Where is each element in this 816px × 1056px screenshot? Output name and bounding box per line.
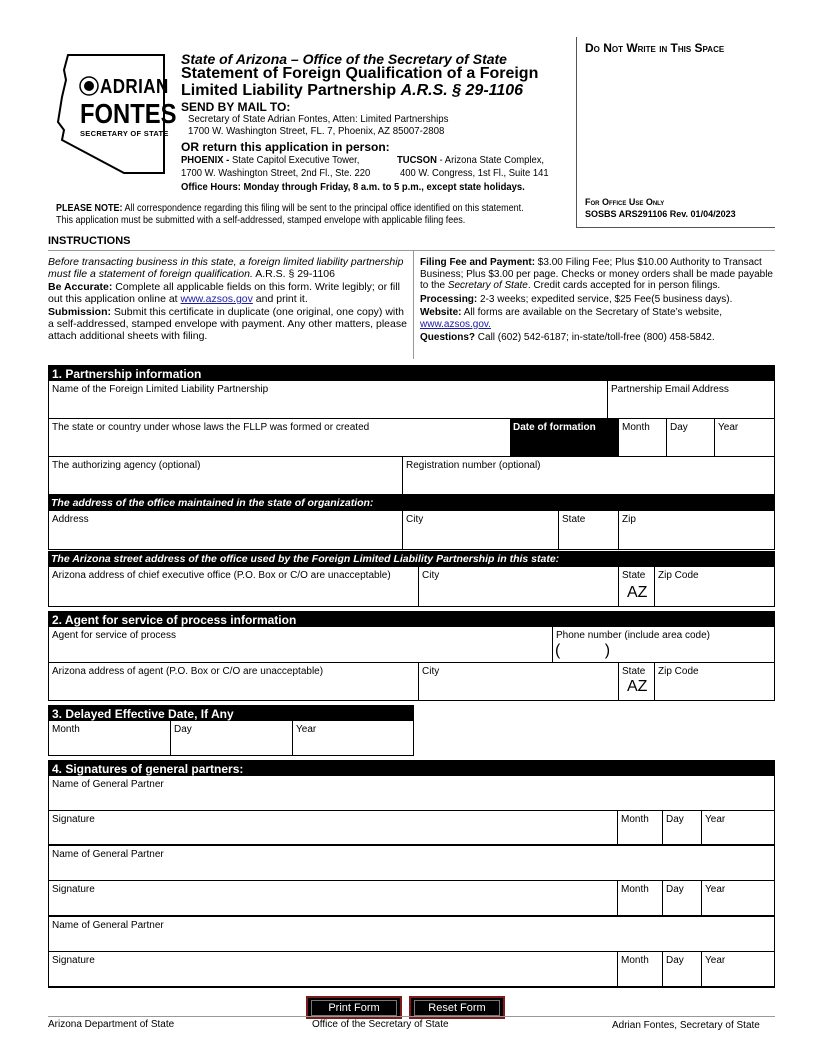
formation-state-label: The state or country under whose laws the FLLP was formed or created xyxy=(52,422,370,433)
do-not-write-label: Do Not Write in This Space xyxy=(585,41,725,55)
agent-city-field[interactable] xyxy=(418,663,618,701)
please-note-label: PLEASE NOTE: xyxy=(56,203,123,214)
partnership-email-field[interactable] xyxy=(607,381,775,419)
phoenix-line2: 1700 W. Washington Street, 2nd Fl., Ste. 220 xyxy=(181,167,371,179)
agent-city-label: City xyxy=(422,666,440,677)
org-address-label: Address xyxy=(52,514,89,525)
tucson-text: - Arizona State Complex, xyxy=(439,154,545,166)
office-use-box xyxy=(576,37,775,228)
formation-day-field[interactable] xyxy=(666,419,714,457)
agent-state-label: State xyxy=(622,666,646,677)
footer-left: Arizona Department of State xyxy=(48,1019,175,1030)
agent-address-field[interactable] xyxy=(48,663,418,701)
submission-text: Submit this certificate in duplicate (one original, one copy) with a self-addressed, stamped envelope with payment. Any other matters, please attach additional sheets with filing. xyxy=(48,306,407,342)
az-office-city-field[interactable] xyxy=(418,567,618,607)
section1-header: 1. Partnership information xyxy=(48,365,775,381)
logo-line2: FONTES xyxy=(80,98,177,129)
partner2-month-label: Month xyxy=(621,884,649,895)
partner2-month-field[interactable] xyxy=(617,881,662,917)
instructions-col-divider xyxy=(413,251,414,359)
processing-paragraph xyxy=(420,294,775,306)
formation-state-field[interactable] xyxy=(48,419,510,457)
processing-label: Processing: xyxy=(420,293,478,305)
org-city-label: City xyxy=(406,514,424,525)
partner2-year-field[interactable] xyxy=(701,881,775,917)
org-zip-label: Zip xyxy=(622,514,636,525)
website-link[interactable]: www.azsos.gov. xyxy=(420,318,491,330)
section2-header: 2. Agent for service of process information xyxy=(48,611,775,627)
accurate-tail: and print it. xyxy=(252,293,308,305)
partnership-name-field[interactable] xyxy=(48,381,607,419)
fee-tail: . Credit cards accepted for in person filings. xyxy=(527,280,721,291)
partner1-day-label: Day xyxy=(666,814,684,825)
tucson-address xyxy=(397,154,544,166)
partner3-day-label: Day xyxy=(666,955,684,966)
partner3-name-field[interactable] xyxy=(48,917,775,952)
instructions-right xyxy=(420,257,775,344)
formation-year-label: Year xyxy=(718,422,739,433)
agent-state-value: AZ xyxy=(627,678,648,695)
fee-paragraph xyxy=(420,257,775,292)
az-office-state-value: AZ xyxy=(627,584,648,601)
az-office-city-label: City xyxy=(422,570,440,581)
instructions-divider-top xyxy=(48,250,775,251)
partner2-name-label: Name of General Partner xyxy=(52,849,164,860)
partnership-name-label: Name of the Foreign Limited Liability Partnership xyxy=(52,384,269,395)
partner2-signature-field[interactable] xyxy=(48,881,617,917)
partner1-year-field[interactable] xyxy=(701,811,775,846)
partner3-year-field[interactable] xyxy=(701,952,775,988)
partner2-year-label: Year xyxy=(705,884,726,895)
azsos-link[interactable]: www.azsos.gov xyxy=(180,293,253,305)
partner2-name-field[interactable] xyxy=(48,846,775,881)
partner3-month-label: Month xyxy=(621,955,649,966)
section4-header: 4. Signatures of general partners: xyxy=(48,760,775,776)
delayed-month-field[interactable] xyxy=(48,721,170,756)
footer-right: Adrian Fontes, Secretary of State xyxy=(612,1020,760,1031)
az-office-address-field[interactable] xyxy=(48,567,418,607)
send-by-mail-label: SEND BY MAIL TO: xyxy=(181,100,291,114)
please-note-text: All correspondence regarding this filing will be sent to the principal office identified on this statement. xyxy=(124,203,524,214)
instructions-heading: INSTRUCTIONS xyxy=(48,235,131,247)
delayed-year-field[interactable] xyxy=(292,721,414,756)
submission-label: Submission: xyxy=(48,306,112,318)
partner1-month-field[interactable] xyxy=(617,811,662,846)
reset-form-label: Reset Form xyxy=(414,1000,500,1016)
print-form-label: Print Form xyxy=(311,1000,397,1016)
org-state-field[interactable] xyxy=(558,511,618,550)
fee-label: Filing Fee and Payment: xyxy=(420,257,536,268)
fee-italic: Secretary of State xyxy=(447,280,528,291)
intro-paragraph xyxy=(48,256,411,280)
fee-text: $3.00 Filing Fee; Plus $10.00 Authority to Transact Business; Plus $3.00 per page. Checks or money orders shall be made payable to the xyxy=(420,257,773,291)
org-city-field[interactable] xyxy=(402,511,558,550)
footer-divider xyxy=(48,1016,775,1017)
partner3-year-label: Year xyxy=(705,955,726,966)
authorizing-agency-field[interactable] xyxy=(48,457,402,495)
agent-zip-field[interactable] xyxy=(654,663,775,701)
partnership-email-label: Partnership Email Address xyxy=(611,384,729,395)
partner1-day-field[interactable] xyxy=(662,811,701,846)
section3-header: 3. Delayed Effective Date, If Any xyxy=(48,705,414,721)
delayed-month-label: Month xyxy=(52,724,80,735)
tucson-label: TUCSON xyxy=(397,154,437,166)
partner3-day-field[interactable] xyxy=(662,952,701,988)
website-paragraph xyxy=(420,307,775,330)
date-of-formation-label-cell xyxy=(510,419,618,457)
partner3-name-label: Name of General Partner xyxy=(52,920,164,931)
website-label: Website: xyxy=(420,307,462,318)
questions-paragraph xyxy=(420,332,775,344)
agent-phone-label: Phone number (include area code) xyxy=(556,630,710,641)
az-office-address-label: Arizona address of chief executive office (P.O. Box or C/O are unacceptable) xyxy=(52,570,391,581)
office-hours: Office Hours: Monday through Friday, 8 a.m. to 5 p.m., except state holidays. xyxy=(181,181,525,193)
partner1-name-field[interactable] xyxy=(48,776,775,811)
az-office-zip-label: Zip Code xyxy=(658,570,699,581)
form-title-line1: Statement of Foreign Qualification of a Foreign xyxy=(181,65,539,82)
partner2-signature-label: Signature xyxy=(52,884,95,895)
partner3-month-field[interactable] xyxy=(617,952,662,988)
logo-line1: ADRIAN xyxy=(100,76,169,98)
logo-line3: SECRETARY OF STATE xyxy=(80,129,169,138)
return-in-person-label: OR return this application in person: xyxy=(181,140,390,154)
tucson-line2: 400 W. Congress, 1st Fl., Suite 141 xyxy=(400,167,549,179)
agent-address-label: Arizona address of agent (P.O. Box or C/O are unacceptable) xyxy=(52,666,324,677)
org-zip-field[interactable] xyxy=(618,511,775,550)
phoenix-address xyxy=(181,154,359,166)
authorizing-agency-label: The authorizing agency (optional) xyxy=(52,460,201,471)
formation-month-label: Month xyxy=(622,422,650,433)
agent-name-label: Agent for service of process xyxy=(52,630,176,641)
mail-line1: Secretary of State Adrian Fontes, Atten: Limited Partnerships xyxy=(188,113,449,125)
delayed-day-field[interactable] xyxy=(170,721,292,756)
accurate-label: Be Accurate: xyxy=(48,281,113,293)
partner1-name-label: Name of General Partner xyxy=(52,779,164,790)
website-text: All forms are available on the Secretary of State’s website, xyxy=(461,307,723,318)
accurate-text: Complete all applicable fields on this form. Write legibly; or fill out this application online at xyxy=(48,281,400,305)
please-note xyxy=(56,203,524,214)
partner1-signature-field[interactable] xyxy=(48,811,617,846)
partner1-year-label: Year xyxy=(705,814,726,825)
processing-text: 2-3 weeks; expedited service, $25 Fee(5 business days). xyxy=(477,293,733,305)
delayed-day-label: Day xyxy=(174,724,192,735)
title-line2-text: Limited Liability Partnership xyxy=(181,82,397,99)
arizona-logo xyxy=(54,52,177,177)
partner2-day-label: Day xyxy=(666,884,684,895)
form-id: SOSBS ARS291106 Rev. 01/04/2023 xyxy=(585,209,736,219)
accurate-paragraph xyxy=(48,281,411,305)
partner2-day-field[interactable] xyxy=(662,881,701,917)
org-office-subheader: The address of the office maintained in the state of organization: xyxy=(48,495,775,511)
partner1-month-label: Month xyxy=(621,814,649,825)
registration-number-label: Registration number (optional) xyxy=(406,460,541,471)
mail-line2: 1700 W. Washington Street, FL. 7, Phoenix, AZ 85007-2808 xyxy=(188,125,445,137)
submission-paragraph xyxy=(48,306,411,342)
formation-month-field[interactable] xyxy=(618,419,666,457)
phoenix-label: PHOENIX - xyxy=(181,154,230,166)
date-of-formation-label: Date of formation xyxy=(513,422,596,433)
org-address-field[interactable] xyxy=(48,511,402,550)
partner1-signature-label: Signature xyxy=(52,814,95,825)
partner3-signature-field[interactable] xyxy=(48,952,617,988)
agent-name-field[interactable] xyxy=(48,627,552,663)
form-title-line2 xyxy=(181,82,523,100)
az-office-zip-field[interactable] xyxy=(654,567,775,607)
formation-year-field[interactable] xyxy=(714,419,775,457)
footer-center: Office of the Secretary of State xyxy=(312,1019,449,1030)
agent-zip-label: Zip Code xyxy=(658,666,699,677)
phoenix-text: State Capitol Executive Tower, xyxy=(231,154,360,166)
questions-label: Questions? xyxy=(420,332,476,343)
agent-phone-parens: ( ) xyxy=(555,642,611,659)
az-office-subheader: The Arizona street address of the office used by the Foreign Limited Liability Partnership in this state: xyxy=(48,551,775,567)
az-office-state-label: State xyxy=(622,570,646,581)
office-use-label: For Office Use Only xyxy=(585,197,665,207)
formation-day-label: Day xyxy=(670,422,688,433)
intro-italic: Before transacting business in this state, a foreign limited liability partnership must file a statement of foreign qualification. xyxy=(48,256,404,280)
agency-name: State of Arizona – Office of the Secretary of State xyxy=(181,51,507,67)
instructions-left xyxy=(48,256,411,342)
org-state-label: State xyxy=(562,514,586,525)
partner3-signature-label: Signature xyxy=(52,955,95,966)
registration-number-field[interactable] xyxy=(402,457,775,495)
statute-ref: A.R.S. § 29-1106 xyxy=(400,82,524,99)
intro-statute: A.R.S. § 29-1106 xyxy=(252,268,335,280)
questions-text: Call (602) 542-6187; in-state/toll-free (800) 458-5842. xyxy=(475,332,715,343)
please-note-line2: This application must be submitted with a self-addressed, stamped envelope with applicable filing fees. xyxy=(56,215,466,226)
delayed-year-label: Year xyxy=(296,724,317,735)
